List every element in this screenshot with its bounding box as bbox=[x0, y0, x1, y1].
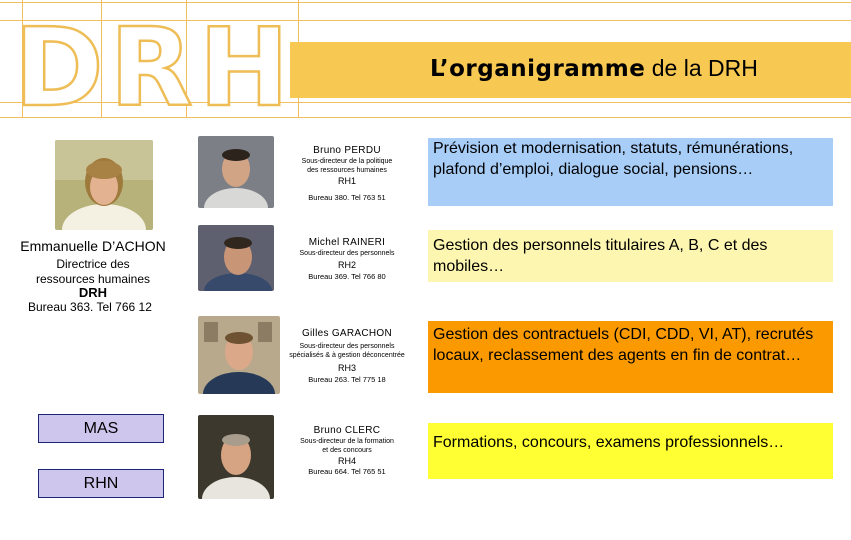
subdirector-office: Bureau 380. Tel 763 51 bbox=[308, 193, 386, 202]
subdirector-code: RH3 bbox=[337, 363, 356, 373]
subdirector-info-rh4 bbox=[282, 425, 412, 476]
subdirector-role: Sous-directeur des personnels bbox=[299, 250, 395, 257]
subdirector-office: Bureau 263. Tel 775 18 bbox=[308, 375, 386, 384]
director-role-line: Directrice des bbox=[56, 257, 130, 271]
subdirector-code: RH2 bbox=[337, 260, 356, 270]
mission-box-rh3: Gestion des contractuels (CDI, CDD, VI, AT), recrutés locaux, reclassement des agents en fin de contrat… bbox=[428, 321, 833, 393]
subdirector-info-rh1 bbox=[282, 145, 412, 202]
mission-box-rh2: Gestion des personnels titulaires A, B, C et des mobiles… bbox=[428, 230, 833, 282]
subdirector-name: Gilles GARACHON bbox=[301, 328, 393, 339]
subdirector-office: Bureau 664. Tel 765 51 bbox=[308, 467, 386, 476]
subdirector-info-rh2 bbox=[282, 237, 412, 281]
drh-logo-text: DRH bbox=[14, 6, 296, 118]
subdirector-role: et des concours bbox=[322, 447, 372, 454]
subdirector-photo-rh4 bbox=[198, 415, 274, 499]
page-title-bold: L’organigramme bbox=[430, 56, 646, 82]
director-unit: DRH bbox=[78, 285, 108, 300]
page-title-rest: de la DRH bbox=[645, 55, 758, 81]
subdirector-role: des ressources humaines bbox=[307, 167, 387, 174]
drh-logo bbox=[0, 0, 300, 118]
subdirector-role: Sous-directeur de la politique bbox=[301, 158, 393, 165]
director-role-line: ressources humaines bbox=[35, 272, 151, 286]
subdirector-name: Michel RAINERI bbox=[308, 237, 386, 248]
subdirector-code: RH4 bbox=[337, 456, 356, 466]
subdirector-name: Bruno CLERC bbox=[313, 425, 381, 436]
mission-box-rh1: Prévision et modernisation, statuts, rémunérations, plafond d’emploi, dialogue social, pensions… bbox=[428, 138, 833, 206]
subdirector-photo-rh3 bbox=[198, 316, 280, 394]
subdirector-office: Bureau 369. Tel 766 80 bbox=[308, 272, 386, 281]
subdirector-info-rh3 bbox=[279, 328, 415, 384]
subdirector-role: Sous-directeur de la formation bbox=[300, 438, 394, 445]
mission-box-rh4: Formations, concours, examens professionnels… bbox=[428, 423, 833, 479]
director-photo bbox=[55, 140, 153, 230]
subdirector-photo-rh1 bbox=[198, 136, 274, 208]
subdirector-role: Sous-directeur des personnels bbox=[299, 343, 395, 350]
subdirector-name: Bruno PERDU bbox=[313, 145, 381, 156]
director-role bbox=[0, 257, 186, 287]
mas-button[interactable]: MAS bbox=[38, 414, 164, 443]
director-office: Bureau 363. Tel 766 12 bbox=[28, 300, 152, 314]
rhn-button[interactable]: RHN bbox=[38, 469, 164, 498]
subdirector-role: spécialisés & à gestion déconcentrée bbox=[289, 352, 405, 359]
director-name: Emmanuelle D’ACHON bbox=[20, 238, 166, 254]
subdirector-photo-rh2 bbox=[198, 225, 274, 291]
subdirector-code: RH1 bbox=[337, 176, 356, 186]
page-title bbox=[430, 55, 758, 82]
